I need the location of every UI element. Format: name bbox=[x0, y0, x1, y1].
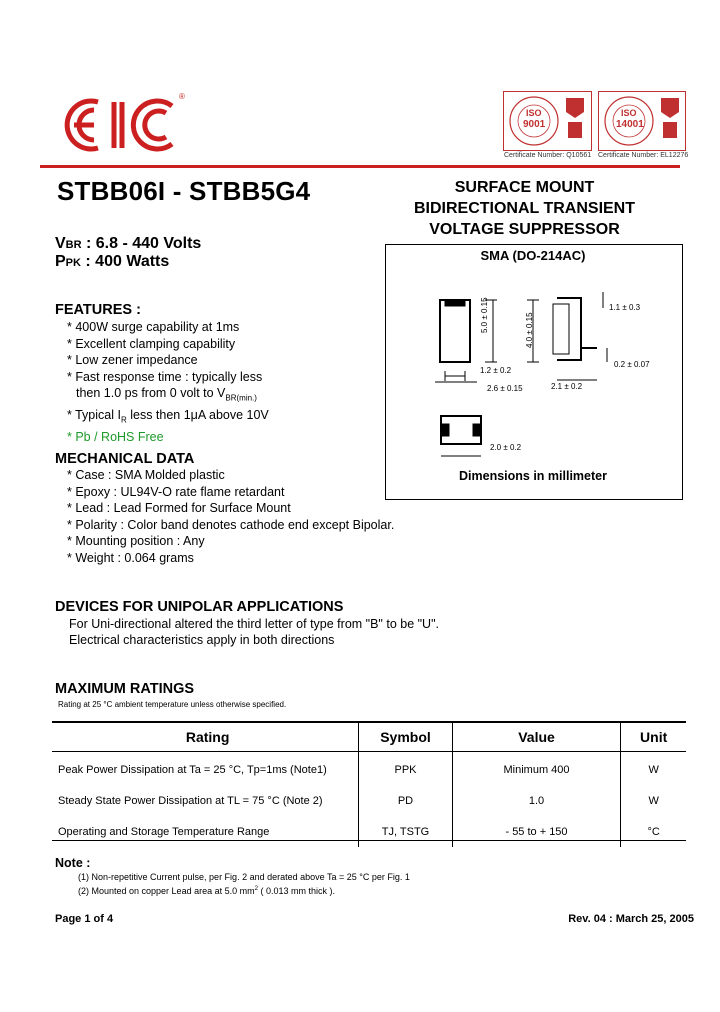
title-line-1: SURFACE MOUNT bbox=[454, 179, 595, 196]
page-number: Page 1 of 4 bbox=[55, 913, 114, 925]
ppk-value: : 400 Watts bbox=[80, 253, 170, 270]
cell-unit: W bbox=[621, 752, 686, 786]
feature-vbr-text: then 1.0 ps from 0 volt to V bbox=[76, 386, 226, 400]
cell-rating: Operating and Storage Temperature Range bbox=[58, 825, 270, 838]
mechanical-item: * Mounting position : Any bbox=[67, 534, 205, 548]
package-outline-drawing bbox=[385, 244, 681, 498]
feature-ir-tail: less then 1μA above 10V bbox=[126, 408, 269, 422]
feature-item bbox=[67, 407, 269, 429]
cell-value: 1.0 bbox=[452, 785, 621, 816]
iso14001-number: 14001 bbox=[616, 119, 644, 130]
ratings-condition-note: Rating at 25 °C ambient temperature unless otherwise specified. bbox=[58, 700, 287, 709]
col-value: Value bbox=[452, 722, 621, 752]
mechanical-item: * Lead : Lead Formed for Surface Mount bbox=[67, 501, 291, 515]
eic-logo-graphic bbox=[64, 96, 189, 154]
product-description bbox=[392, 177, 657, 240]
package-title: SMA (DO-214AC) bbox=[480, 248, 586, 263]
dim-body-height: 5.0 ± 0.15 bbox=[480, 297, 489, 333]
feature-vbr-sub: BR(min.) bbox=[225, 393, 257, 403]
feature-item: * Fast response time : typically less bbox=[67, 369, 263, 384]
cell-rating: Peak Power Dissipation at Ta = 25 °C, Tp=1ms (Note1) bbox=[58, 763, 327, 776]
vbr-value: : 6.8 - 440 Volts bbox=[81, 235, 202, 252]
table-row bbox=[52, 816, 686, 847]
cell-symbol: PD bbox=[359, 785, 453, 816]
note-2-sup: 2 bbox=[254, 886, 258, 892]
vbr-symbol: V bbox=[55, 235, 66, 252]
features-heading: FEATURES : bbox=[55, 302, 141, 318]
cell-rating: Steady State Power Dissipation at TL = 75 °C (Note 2) bbox=[58, 794, 323, 807]
ratings-heading: MAXIMUM RATINGS bbox=[55, 681, 195, 697]
iso9001-standard: ISO bbox=[526, 108, 542, 118]
notes-heading: Note : bbox=[55, 856, 91, 870]
title-line-3: VOLTAGE SUPPRESSOR bbox=[429, 221, 620, 238]
vbr-spec bbox=[55, 235, 201, 253]
feature-item: * Excellent clamping capability bbox=[67, 336, 236, 351]
title-line-2: BIDIRECTIONAL TRANSIENT bbox=[413, 200, 636, 217]
table-row bbox=[52, 785, 686, 816]
mechanical-item: * Weight : 0.064 grams bbox=[67, 550, 194, 565]
feature-item-rohs: * Pb / RoHS Free bbox=[67, 430, 164, 444]
feature-item: * 400W surge capability at 1ms bbox=[67, 320, 240, 334]
col-symbol: Symbol bbox=[359, 722, 453, 752]
dim-lead-thick: 0.2 ± 0.07 bbox=[614, 360, 650, 369]
revision-date: Rev. 04 : March 25, 2005 bbox=[568, 913, 694, 925]
note-line bbox=[78, 886, 335, 896]
mechanical-item: * Case : SMA Molded plastic bbox=[67, 468, 225, 482]
cell-symbol: TJ, TSTG bbox=[359, 816, 453, 847]
cell-value: Minimum 400 bbox=[452, 752, 621, 786]
feature-ir-text: * Typical I bbox=[67, 408, 121, 422]
table-row bbox=[52, 752, 686, 786]
iso14001-badge bbox=[598, 91, 686, 151]
feature-ir-sub: R bbox=[120, 415, 127, 425]
mechanical-heading: MECHANICAL DATA bbox=[55, 451, 195, 467]
unipolar-line: Electrical characteristics apply in both directions bbox=[69, 633, 335, 647]
feature-item bbox=[67, 385, 269, 407]
dim-top: 1.1 ± 0.3 bbox=[609, 303, 641, 312]
note-2-tail: ( 0.013 mm thick ). bbox=[260, 886, 335, 896]
dim-side-width: 2.1 ± 0.2 bbox=[551, 382, 583, 391]
iso9001-badge bbox=[503, 91, 592, 151]
col-rating: Rating bbox=[52, 722, 359, 752]
feature-item: * Low zener impedance bbox=[67, 353, 198, 367]
dim-width-total: 2.6 ± 0.15 bbox=[487, 384, 523, 393]
part-range-title: STBB06I - STBB5G4 bbox=[57, 176, 311, 206]
cell-symbol: PPK bbox=[359, 752, 453, 786]
cell-value: - 55 to + 150 bbox=[452, 816, 621, 847]
cell-unit: °C bbox=[621, 816, 686, 847]
eic-logo bbox=[64, 96, 189, 154]
mechanical-list bbox=[67, 467, 394, 566]
cell-unit: W bbox=[621, 785, 686, 816]
mechanical-item: * Epoxy : UL94V-O rate flame retardant bbox=[67, 484, 285, 499]
registered-mark: ® bbox=[179, 92, 185, 101]
dim-bottom-width: 2.0 ± 0.2 bbox=[490, 443, 522, 452]
mechanical-item: * Polarity : Color band denotes cathode end except Bipolar. bbox=[67, 517, 395, 532]
package-footnote: Dimensions in millimeter bbox=[459, 469, 607, 483]
note-line: (1) Non-repetitive Current pulse, per Fig. 2 and derated above Ta = 25 °C per Fig. 1 bbox=[78, 872, 410, 882]
iso9001-cert-number: Certificate Number: Q10561 bbox=[504, 152, 592, 159]
iso14001-standard: ISO bbox=[621, 108, 637, 118]
ratings-header-row bbox=[52, 722, 686, 752]
vbr-subscript: BR bbox=[65, 239, 82, 251]
col-unit: Unit bbox=[621, 722, 686, 752]
ppk-subscript: PK bbox=[65, 257, 81, 269]
dim-body-width: 1.2 ± 0.2 bbox=[480, 366, 512, 375]
iso14001-cert-number: Certificate Number: EL12276 bbox=[598, 152, 689, 159]
unipolar-heading: DEVICES FOR UNIPOLAR APPLICATIONS bbox=[55, 599, 344, 615]
unipolar-line: For Uni-directional altered the third letter of type from "B" to be "U". bbox=[69, 617, 439, 631]
dim-side-height: 4.0 ± 0.15 bbox=[525, 312, 534, 348]
features-list bbox=[67, 319, 269, 446]
ratings-table bbox=[52, 722, 686, 847]
ppk-symbol: P bbox=[55, 253, 66, 270]
header-divider bbox=[40, 165, 680, 168]
iso9001-seal-icon bbox=[504, 92, 591, 150]
iso9001-number: 9001 bbox=[523, 119, 546, 130]
note-2-text: (2) Mounted on copper Lead area at 5.0 mm bbox=[78, 886, 255, 896]
ppk-spec bbox=[55, 253, 169, 271]
